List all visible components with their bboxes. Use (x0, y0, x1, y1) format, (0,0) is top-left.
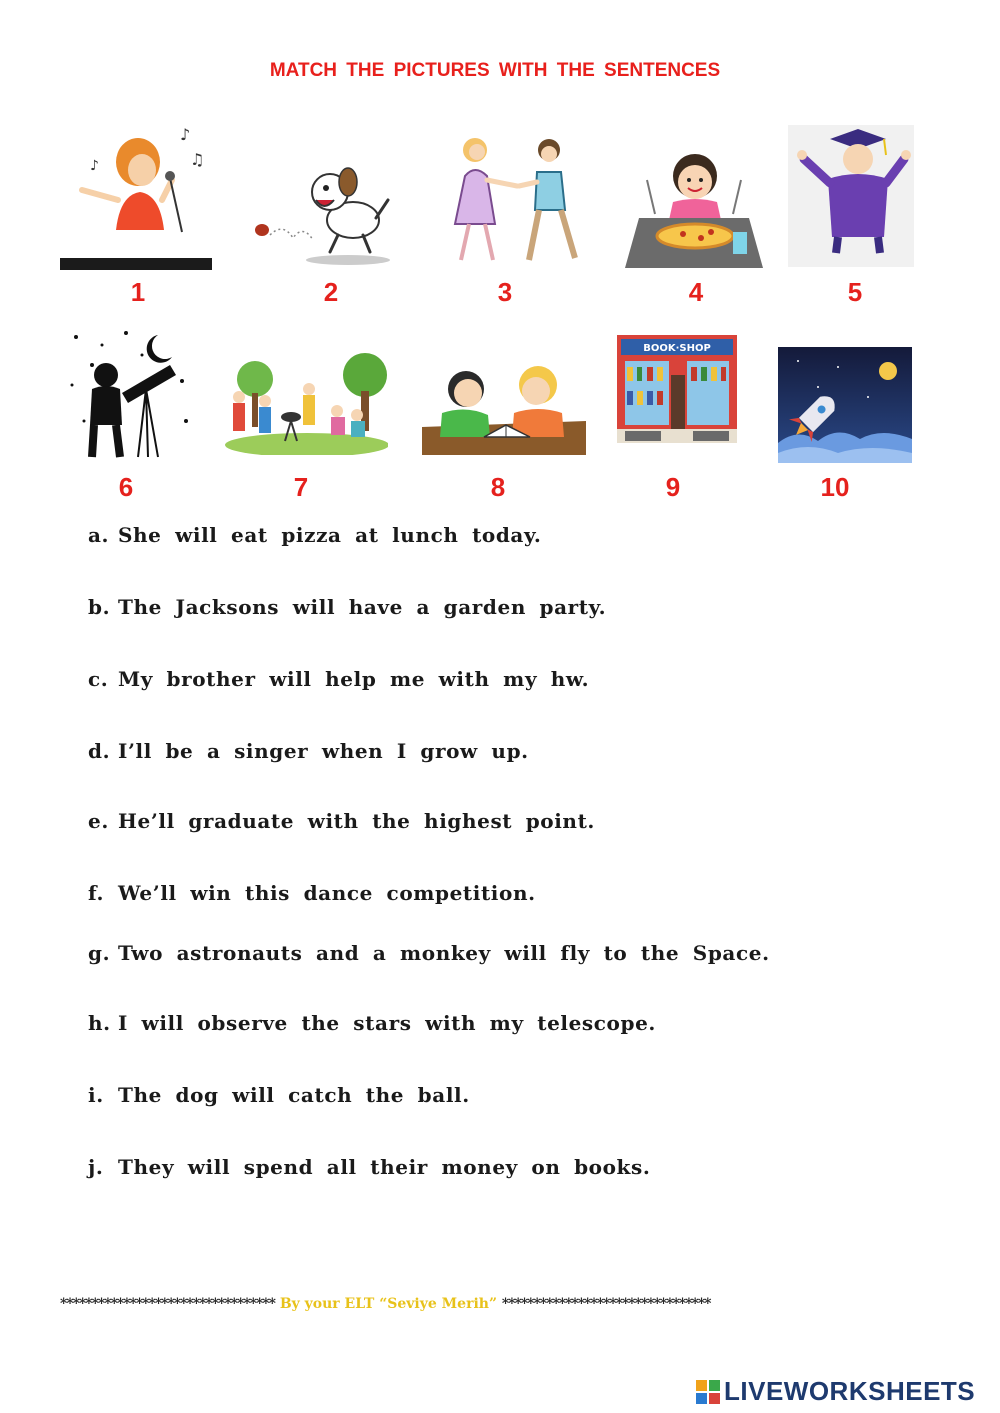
rocket-space-icon (778, 347, 912, 463)
sentence-i (88, 1083, 470, 1107)
sentence-letter: f. (88, 881, 105, 905)
picture-6 (62, 325, 196, 463)
svg-text:♪: ♪ (180, 125, 191, 144)
picture-number-9: 9 (665, 472, 681, 502)
dancing-couple-icon (443, 128, 593, 268)
picture-9 (617, 335, 737, 443)
picture-number-3: 3 (497, 277, 513, 307)
sentence-letter: a. (88, 523, 110, 547)
footer-credit-line (60, 1296, 890, 1312)
sentence-letter: h. (88, 1011, 111, 1035)
book-shop-sign: BOOK·SHOP (643, 343, 711, 354)
footer-stars-left: ********************************** (60, 1296, 275, 1312)
svg-text:♫: ♫ (190, 150, 205, 169)
sentence-g (88, 941, 770, 965)
footer-credit: By your ELT “Seviye Merih” (279, 1296, 497, 1312)
worksheet-title: MATCH THE PICTURES WITH THE SENTENCES (269, 60, 721, 81)
picture-3 (443, 128, 593, 268)
liveworksheets-logo-icon (696, 1380, 720, 1404)
picture-number-4: 4 (688, 277, 704, 307)
kids-homework-icon (422, 355, 586, 455)
sentence-text: My brother will help me with my hw. (118, 667, 590, 691)
sentence-letter: b. (88, 595, 111, 619)
svg-text:♪: ♪ (90, 158, 99, 174)
sentence-b (88, 595, 606, 619)
sentence-letter: d. (88, 739, 111, 763)
picture-7 (225, 345, 388, 455)
picture-1 (60, 120, 212, 270)
picture-8 (422, 355, 586, 455)
sentence-j (88, 1155, 650, 1179)
telescope-stars-icon (62, 325, 196, 463)
sentence-a (88, 523, 541, 547)
picture-number-1: 1 (130, 277, 146, 307)
picture-number-5: 5 (847, 277, 863, 307)
picture-10 (778, 347, 912, 463)
girl-pizza-icon (625, 140, 763, 270)
sentence-d (88, 739, 529, 763)
sentence-letter: j. (88, 1155, 104, 1179)
sentence-letter: e. (88, 809, 109, 833)
sentence-text: She will eat pizza at lunch today. (118, 523, 542, 547)
picture-4 (625, 140, 763, 270)
sentence-c (88, 667, 589, 691)
sentence-text: Two astronauts and a monkey will fly to the Space. (118, 941, 770, 965)
sentence-text: They will spend all their money on books. (118, 1155, 651, 1179)
picture-number-7: 7 (293, 472, 309, 502)
sentence-f (88, 881, 536, 905)
sentence-letter: g. (88, 941, 111, 965)
sentence-text: The dog will catch the ball. (118, 1083, 470, 1107)
sentence-text: I will observe the stars with my telescope. (118, 1011, 656, 1035)
footer-stars-right: ********************************* (501, 1296, 711, 1312)
sentence-text: I’ll be a singer when I grow up. (118, 739, 529, 763)
garden-party-icon (225, 345, 388, 455)
sentence-text: He’ll graduate with the highest point. (118, 809, 595, 833)
dog-ball-icon (248, 160, 396, 270)
sentence-letter: i. (88, 1083, 104, 1107)
picture-number-10: 10 (820, 472, 850, 502)
picture-number-6: 6 (118, 472, 134, 502)
picture-number-2: 2 (323, 277, 339, 307)
sentence-e (88, 809, 595, 833)
singer-icon (60, 120, 212, 270)
book-shop-icon (617, 335, 737, 443)
sentence-letter: c. (88, 667, 109, 691)
liveworksheets-logo-text: LIVEWORKSHEETS (724, 1376, 976, 1406)
sentence-h (88, 1011, 656, 1035)
picture-5 (788, 125, 914, 267)
liveworksheets-logo[interactable] (696, 1376, 975, 1407)
picture-number-8: 8 (490, 472, 506, 502)
picture-2 (248, 160, 396, 270)
sentence-text: The Jacksons will have a garden party. (118, 595, 607, 619)
graduate-icon (788, 125, 914, 267)
sentence-text: We’ll win this dance competition. (118, 881, 536, 905)
